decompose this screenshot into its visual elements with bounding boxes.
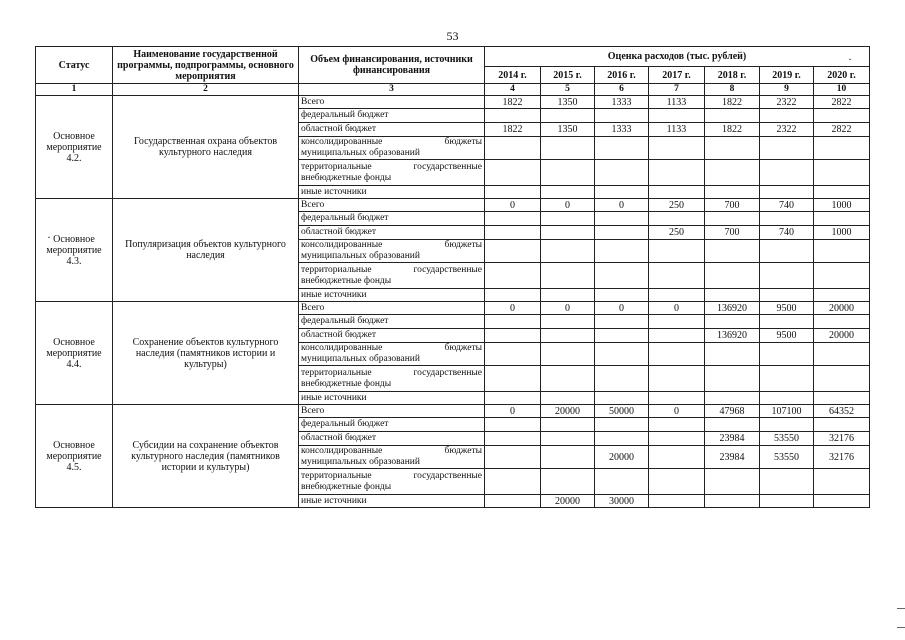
financing-source-cell <box>299 446 485 469</box>
financing-source-cell: иные источники <box>299 392 485 405</box>
value-cell: 2322 <box>760 96 814 109</box>
value-cell <box>485 418 541 432</box>
financing-source-line: муниципальных образований <box>301 148 420 158</box>
value-cell <box>595 329 649 343</box>
value-cell: 47968 <box>705 405 760 418</box>
value-cell <box>595 392 649 405</box>
value-cell <box>814 418 870 432</box>
value-cell <box>814 186 870 199</box>
program-name-cell: Сохранение объектов культурного наследия (памятников истории и культуры) <box>113 302 299 405</box>
value-cell <box>485 226 541 240</box>
value-cell <box>760 212 814 226</box>
financing-source-line: внебюджетные фонды <box>301 172 392 183</box>
header-year: 2014 г. <box>485 67 541 84</box>
table-row <box>36 96 870 109</box>
value-cell: 1822 <box>705 123 760 137</box>
column-index: 9 <box>760 84 814 96</box>
value-cell <box>760 160 814 186</box>
financing-source-line: муниципальных образований <box>301 354 420 364</box>
financing-source-cell: Всего <box>299 96 485 109</box>
value-cell: 1350 <box>541 123 595 137</box>
value-cell: 20000 <box>814 329 870 343</box>
value-cell <box>485 289 541 302</box>
value-cell <box>705 212 760 226</box>
value-cell <box>595 226 649 240</box>
column-index: 8 <box>705 84 760 96</box>
value-cell: 20000 <box>814 302 870 315</box>
financing-source-line: внебюджетные фонды <box>301 378 392 389</box>
value-cell: 20000 <box>541 405 595 418</box>
value-cell <box>649 469 705 495</box>
value-cell: 32176 <box>814 446 870 469</box>
financing-source-cell: федеральный бюджет <box>299 109 485 123</box>
financing-source-line: внебюджетные фонды <box>301 275 392 286</box>
stray-dot-mark: · <box>47 230 51 244</box>
value-cell <box>705 160 760 186</box>
financing-source-cell <box>299 343 485 366</box>
value-cell: 50000 <box>595 405 649 418</box>
financing-source-line: внебюджетные фонды <box>301 481 392 492</box>
value-cell <box>595 366 649 392</box>
value-cell <box>705 418 760 432</box>
value-cell <box>541 329 595 343</box>
value-cell <box>760 392 814 405</box>
value-cell <box>760 495 814 508</box>
value-cell <box>541 240 595 263</box>
page-edge-mark <box>897 608 905 628</box>
value-cell: 2322 <box>760 123 814 137</box>
financing-source-cell: федеральный бюджет <box>299 212 485 226</box>
value-cell <box>595 469 649 495</box>
value-cell <box>595 418 649 432</box>
column-index: 3 <box>299 84 485 96</box>
value-cell <box>814 315 870 329</box>
header-year: 2015 г. <box>541 67 595 84</box>
column-index: 5 <box>541 84 595 96</box>
value-cell <box>485 186 541 199</box>
column-index: 4 <box>485 84 541 96</box>
header-year: 2018 г. <box>705 67 760 84</box>
value-cell: 0 <box>649 405 705 418</box>
value-cell: 9500 <box>760 302 814 315</box>
value-cell <box>595 343 649 366</box>
value-cell <box>705 495 760 508</box>
value-cell <box>814 263 870 289</box>
value-cell: 53550 <box>760 446 814 469</box>
value-cell: 0 <box>485 199 541 212</box>
value-cell <box>485 469 541 495</box>
value-cell <box>595 137 649 160</box>
value-cell <box>541 366 595 392</box>
value-cell <box>485 329 541 343</box>
value-cell <box>595 240 649 263</box>
value-cell: 0 <box>541 302 595 315</box>
value-cell <box>541 392 595 405</box>
value-cell <box>541 263 595 289</box>
value-cell <box>760 469 814 495</box>
value-cell <box>814 240 870 263</box>
value-cell: 0 <box>485 405 541 418</box>
value-cell <box>541 226 595 240</box>
value-cell <box>814 469 870 495</box>
value-cell: 0 <box>485 302 541 315</box>
value-cell <box>760 263 814 289</box>
value-cell: 0 <box>595 302 649 315</box>
value-cell <box>595 432 649 446</box>
value-cell <box>705 366 760 392</box>
header-estimate: Оценка расходов (тыс. рублей) <box>485 47 870 67</box>
value-cell <box>485 109 541 123</box>
status-cell: Основное мероприятие 4.4. <box>36 302 113 405</box>
value-cell: 0 <box>595 199 649 212</box>
value-cell <box>760 289 814 302</box>
value-cell: 23984 <box>705 446 760 469</box>
value-cell: 107100 <box>760 405 814 418</box>
program-name-cell: Государственная охрана объектов культурного наследия <box>113 96 299 199</box>
value-cell <box>541 289 595 302</box>
value-cell <box>541 432 595 446</box>
value-cell: 250 <box>649 226 705 240</box>
value-cell <box>705 343 760 366</box>
value-cell: 32176 <box>814 432 870 446</box>
value-cell <box>541 343 595 366</box>
value-cell <box>814 366 870 392</box>
value-cell <box>760 186 814 199</box>
value-cell: 9500 <box>760 329 814 343</box>
value-cell <box>485 366 541 392</box>
financing-source-cell: федеральный бюджет <box>299 315 485 329</box>
financing-source-cell <box>299 263 485 289</box>
value-cell <box>541 418 595 432</box>
value-cell <box>541 315 595 329</box>
financing-source-line: консолидированные бюджеты <box>301 137 482 147</box>
value-cell <box>705 137 760 160</box>
value-cell <box>595 289 649 302</box>
value-cell: 1822 <box>485 96 541 109</box>
value-cell: 20000 <box>541 495 595 508</box>
program-name-cell: Популяризация объектов культурного наследия <box>113 199 299 302</box>
value-cell <box>760 240 814 263</box>
financing-source-line: территориальные государственные <box>301 367 482 378</box>
column-index: 1 <box>36 84 113 96</box>
value-cell <box>485 160 541 186</box>
financing-source-cell <box>299 469 485 495</box>
status-cell: Основное мероприятие 4.3. <box>36 199 113 302</box>
header-year: 2016 г. <box>595 67 649 84</box>
header-program-name: Наименование государственной программы, подпрограммы, основного мероприятия <box>113 47 299 84</box>
value-cell: 20000 <box>595 446 649 469</box>
value-cell <box>541 137 595 160</box>
value-cell <box>705 392 760 405</box>
value-cell: 0 <box>649 302 705 315</box>
value-cell <box>649 446 705 469</box>
financing-source-line: консолидированные бюджеты <box>301 240 482 250</box>
value-cell: 1133 <box>649 123 705 137</box>
header-year: 2019 г. <box>760 67 814 84</box>
status-cell: Основное мероприятие 4.5. <box>36 405 113 508</box>
value-cell <box>814 495 870 508</box>
value-cell <box>705 186 760 199</box>
financing-source-line: территориальные государственные <box>301 470 482 481</box>
financing-source-line: консолидированные бюджеты <box>301 446 482 456</box>
financing-source-line: муниципальных образований <box>301 457 420 467</box>
financing-source-cell: областной бюджет <box>299 432 485 446</box>
value-cell <box>814 392 870 405</box>
value-cell: 1822 <box>485 123 541 137</box>
financing-source-line: муниципальных образований <box>301 251 420 261</box>
financing-source-cell <box>299 160 485 186</box>
table-row <box>36 405 870 418</box>
value-cell <box>649 343 705 366</box>
financing-source-line: территориальные государственные <box>301 264 482 275</box>
value-cell <box>814 289 870 302</box>
budget-table <box>35 46 870 508</box>
value-cell <box>705 240 760 263</box>
value-cell <box>814 343 870 366</box>
header-year: 2020 г. <box>814 67 870 84</box>
financing-source-cell: областной бюджет <box>299 226 485 240</box>
value-cell <box>649 263 705 289</box>
value-cell <box>541 160 595 186</box>
column-index: 6 <box>595 84 649 96</box>
value-cell <box>541 446 595 469</box>
value-cell: 1350 <box>541 96 595 109</box>
value-cell <box>814 109 870 123</box>
column-index: 7 <box>649 84 705 96</box>
value-cell <box>485 495 541 508</box>
program-name-cell: Субсидии на сохранение объектов культурного наследия (памятников истории и культуры) <box>113 405 299 508</box>
financing-source-cell: областной бюджет <box>299 123 485 137</box>
financing-source-cell: иные источники <box>299 495 485 508</box>
value-cell <box>814 212 870 226</box>
column-index: 10 <box>814 84 870 96</box>
financing-source-cell <box>299 137 485 160</box>
financing-source-cell: Всего <box>299 405 485 418</box>
value-cell <box>649 186 705 199</box>
value-cell <box>760 315 814 329</box>
value-cell: 700 <box>705 226 760 240</box>
header-financing: Объем финансирования, источники финансирования <box>299 47 485 84</box>
value-cell <box>705 109 760 123</box>
value-cell <box>485 240 541 263</box>
value-cell <box>595 212 649 226</box>
value-cell <box>541 212 595 226</box>
value-cell <box>649 160 705 186</box>
financing-source-cell: иные источники <box>299 289 485 302</box>
value-cell: 1822 <box>705 96 760 109</box>
value-cell <box>649 240 705 263</box>
value-cell: 64352 <box>814 405 870 418</box>
page-number: 53 <box>446 29 459 43</box>
value-cell <box>595 186 649 199</box>
value-cell: 740 <box>760 199 814 212</box>
value-cell: 1000 <box>814 226 870 240</box>
financing-source-cell: иные источники <box>299 186 485 199</box>
value-cell <box>705 315 760 329</box>
value-cell <box>649 418 705 432</box>
value-cell <box>485 212 541 226</box>
value-cell <box>595 109 649 123</box>
value-cell: 23984 <box>705 432 760 446</box>
value-cell <box>595 315 649 329</box>
value-cell <box>485 446 541 469</box>
status-cell: Основное мероприятие 4.2. <box>36 96 113 199</box>
value-cell <box>595 160 649 186</box>
financing-source-cell <box>299 366 485 392</box>
value-cell <box>485 137 541 160</box>
value-cell: 250 <box>649 199 705 212</box>
value-cell: 740 <box>760 226 814 240</box>
value-cell <box>705 289 760 302</box>
value-cell <box>649 495 705 508</box>
value-cell <box>814 160 870 186</box>
value-cell: 2822 <box>814 123 870 137</box>
column-index: 2 <box>113 84 299 96</box>
value-cell <box>814 137 870 160</box>
value-cell <box>705 263 760 289</box>
financing-source-cell: областной бюджет <box>299 329 485 343</box>
value-cell: 2822 <box>814 96 870 109</box>
value-cell: 136920 <box>705 302 760 315</box>
value-cell: 1333 <box>595 96 649 109</box>
header-status: Статус <box>36 47 113 84</box>
value-cell <box>760 343 814 366</box>
value-cell <box>649 109 705 123</box>
value-cell <box>760 366 814 392</box>
stray-dot-mark: · <box>848 52 852 66</box>
value-cell: 700 <box>705 199 760 212</box>
value-cell <box>649 212 705 226</box>
financing-source-line: консолидированные бюджеты <box>301 343 482 353</box>
financing-source-line: территориальные государственные <box>301 161 482 172</box>
value-cell <box>485 263 541 289</box>
value-cell <box>649 432 705 446</box>
table-row <box>36 199 870 212</box>
value-cell <box>541 469 595 495</box>
value-cell <box>595 263 649 289</box>
value-cell <box>485 432 541 446</box>
value-cell <box>541 109 595 123</box>
value-cell <box>649 392 705 405</box>
value-cell <box>649 289 705 302</box>
value-cell: 53550 <box>760 432 814 446</box>
value-cell: 136920 <box>705 329 760 343</box>
value-cell: 1333 <box>595 123 649 137</box>
financing-source-cell <box>299 240 485 263</box>
value-cell <box>649 137 705 160</box>
financing-source-cell: Всего <box>299 199 485 212</box>
value-cell <box>760 418 814 432</box>
financing-source-cell: федеральный бюджет <box>299 418 485 432</box>
value-cell: 30000 <box>595 495 649 508</box>
value-cell <box>649 315 705 329</box>
value-cell <box>485 315 541 329</box>
value-cell <box>485 343 541 366</box>
value-cell <box>649 366 705 392</box>
header-year: 2017 г. <box>649 67 705 84</box>
value-cell <box>485 392 541 405</box>
value-cell <box>649 329 705 343</box>
value-cell: 1133 <box>649 96 705 109</box>
value-cell <box>541 186 595 199</box>
value-cell: 1000 <box>814 199 870 212</box>
value-cell <box>705 469 760 495</box>
financing-source-cell: Всего <box>299 302 485 315</box>
value-cell <box>760 137 814 160</box>
table-row <box>36 302 870 315</box>
value-cell <box>760 109 814 123</box>
value-cell: 0 <box>541 199 595 212</box>
